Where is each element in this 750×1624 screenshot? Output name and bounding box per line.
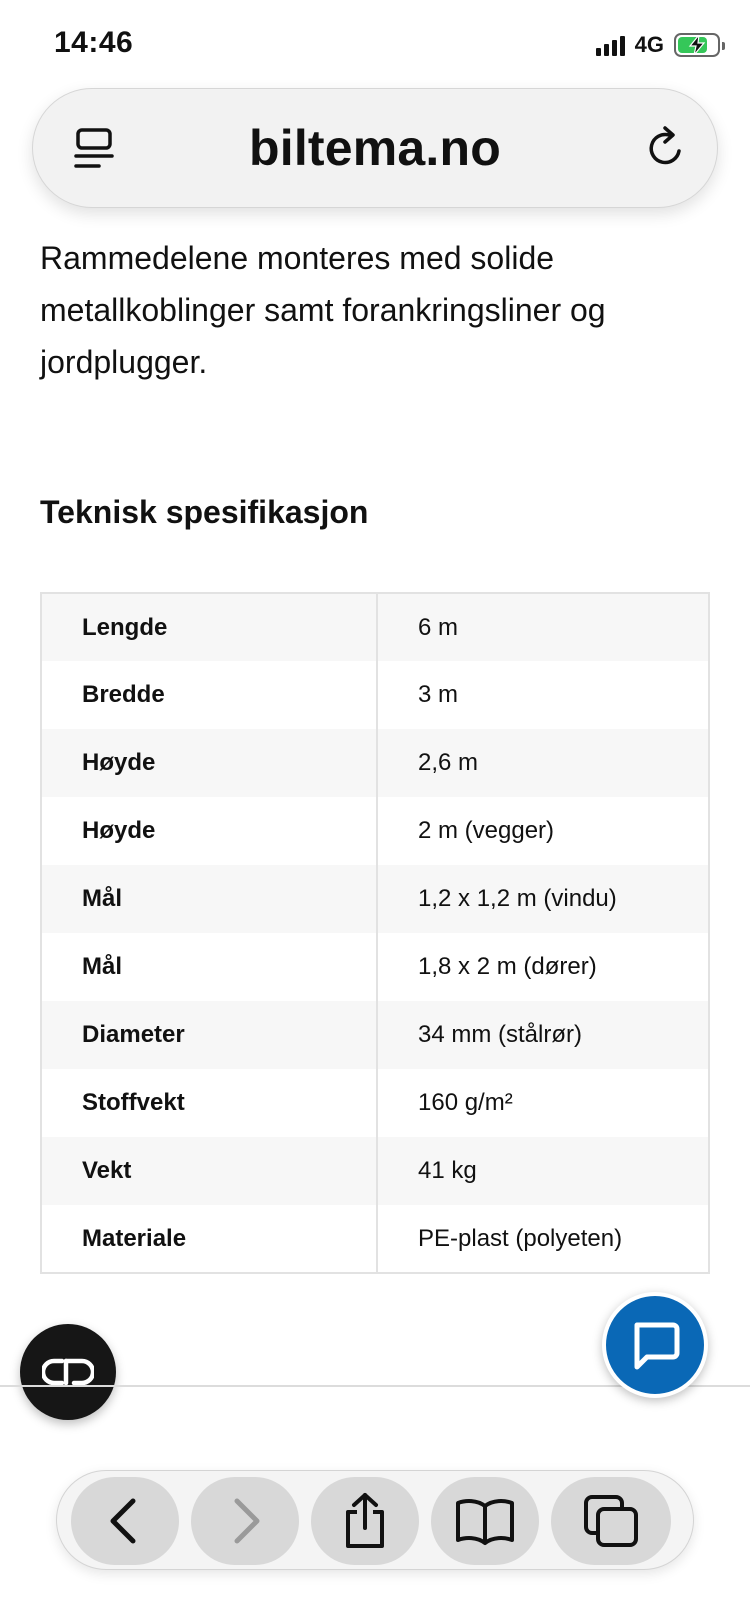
spec-value: 160 g/m² — [418, 1089, 513, 1116]
url-domain[interactable]: biltema.no — [248, 120, 502, 176]
spec-label: Lengde — [41, 593, 377, 661]
spec-value: 34 mm (stålrør) — [418, 1021, 582, 1048]
status-bar — [0, 0, 750, 90]
spec-row — [41, 865, 709, 933]
spec-label: Høyde — [41, 729, 377, 797]
spec-label: Materiale — [41, 1205, 377, 1273]
cellular-signal-icon — [596, 34, 625, 56]
spec-value: PE-plast (polyeten) — [418, 1224, 623, 1252]
tabs-button[interactable] — [551, 1477, 671, 1565]
spec-row — [41, 661, 709, 729]
spec-value: 2,6 m — [418, 749, 479, 776]
back-icon — [105, 1497, 145, 1545]
back-button[interactable] — [71, 1477, 179, 1565]
spec-label: Mål — [41, 933, 377, 1001]
spec-value: 1,8 x 2 m (dører) — [418, 953, 597, 980]
status-time: 14:46 — [54, 26, 134, 59]
section-title: Teknisk spesifikasjon — [40, 494, 369, 530]
spec-value: 2 m (vegger) — [418, 817, 555, 844]
spec-value: 6 m — [418, 613, 459, 641]
charging-bolt-icon — [686, 35, 708, 55]
spec-row — [41, 1205, 709, 1273]
address-bar[interactable] — [32, 88, 718, 208]
spec-label: Diameter — [41, 1001, 377, 1069]
intro-paragraph: Rammedelene monteres med solide metallkoblinger samt forankringsliner og jordplugger. — [40, 240, 606, 380]
status-indicators — [596, 30, 720, 60]
spec-row — [41, 729, 709, 797]
chat-bubble-icon — [627, 1317, 683, 1373]
spec-row — [41, 1001, 709, 1069]
spec-row — [41, 1069, 709, 1137]
spec-label: Stoffvekt — [41, 1069, 377, 1137]
reader-mode-icon — [42, 1357, 94, 1387]
spec-table — [40, 592, 710, 1274]
spec-row — [41, 933, 709, 1001]
forward-icon — [225, 1497, 265, 1545]
bookmarks-icon — [454, 1496, 516, 1546]
spec-label: Mål — [41, 865, 377, 933]
spec-value: 1,2 x 1,2 m (vindu) — [418, 885, 617, 912]
spec-row — [41, 797, 709, 865]
bookmarks-button[interactable] — [431, 1477, 539, 1565]
chat-button[interactable] — [602, 1292, 708, 1398]
browser-toolbar — [56, 1470, 694, 1570]
reload-icon[interactable] — [643, 125, 689, 171]
spec-row — [41, 593, 709, 661]
forward-button[interactable] — [191, 1477, 299, 1565]
spec-label: Vekt — [41, 1137, 377, 1205]
share-button[interactable] — [311, 1477, 419, 1565]
reader-mode-button[interactable] — [20, 1324, 116, 1420]
spec-row — [41, 1137, 709, 1205]
spec-label: Høyde — [41, 797, 377, 865]
spec-label: Bredde — [41, 661, 377, 729]
spec-value: 3 m — [418, 681, 459, 708]
share-icon — [340, 1492, 390, 1550]
network-type: 4G — [634, 32, 664, 57]
battery-icon — [674, 33, 720, 57]
tabs-icon — [582, 1493, 640, 1549]
spec-value: 41 kg — [418, 1157, 477, 1184]
